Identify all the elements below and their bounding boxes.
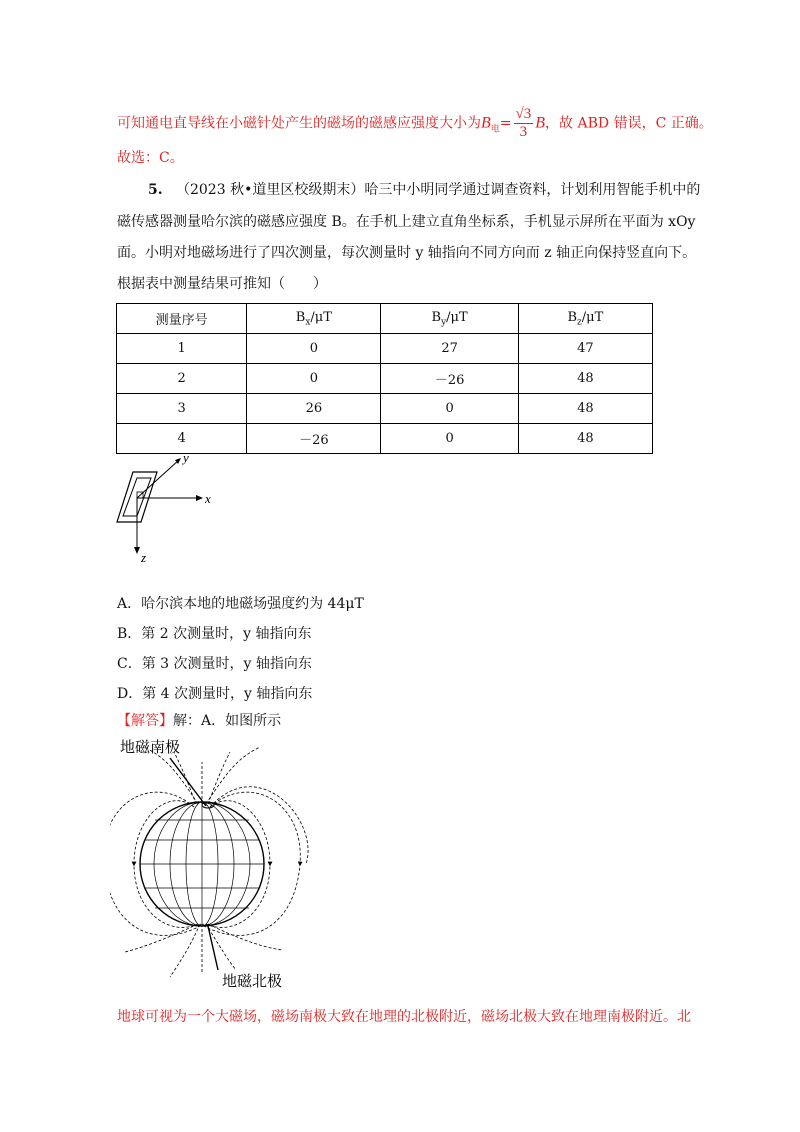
phone-axes-figure	[105, 450, 245, 570]
north-pole-label: 地磁北极	[222, 972, 283, 990]
table-cell: 1	[117, 334, 247, 364]
option-a: A．哈尔滨本地的地磁场强度约为 44μT	[117, 596, 364, 612]
header-bz: $B_z/\mu T$	[518, 304, 652, 334]
table-cell: 0	[381, 394, 518, 424]
table-row	[117, 334, 653, 364]
axis-label-z: z	[141, 550, 147, 565]
table-cell: 3	[117, 394, 247, 424]
answer-text: 解：A．如图所示	[173, 713, 282, 729]
fraction-numerator	[514, 106, 534, 124]
table-cell: 48	[518, 364, 652, 394]
table-cell: 4	[117, 424, 247, 454]
measurement-table	[116, 303, 653, 454]
equals-sign: =	[499, 115, 512, 132]
answer-tag: 【解答】	[117, 713, 173, 729]
north-pole-pointer	[208, 926, 218, 970]
axis-label-x: x	[205, 491, 211, 506]
south-pole-pointer	[170, 758, 206, 806]
question-line-3: 面。小明对地磁场进行了四次测量，每次测量时 y 轴指向不同方向而 z 轴正向保持竖直向下。	[117, 245, 697, 261]
symbol-b-sub: 电	[490, 124, 500, 135]
table-header-row	[117, 304, 653, 334]
question-line-1	[148, 180, 700, 200]
table-row	[117, 424, 653, 454]
fraction	[514, 106, 534, 141]
table-cell: 47	[518, 334, 652, 364]
table-cell: 26	[247, 394, 381, 424]
header-by: $B_y/\mu T$	[381, 304, 518, 334]
question-text-1: （2023 秋•道里区校级期末）哈三中小明同学通过调查资料，计划利用智能手机中的	[175, 182, 701, 198]
header-bx: $B_x/\mu T$	[247, 304, 381, 334]
answer-choice-line: 故选：C。	[117, 150, 184, 166]
option-b: B．第 2 次测量时，y 轴指向东	[117, 626, 312, 642]
table-row	[117, 364, 653, 394]
solution-suffix: ，故 ABD 错误，C 正确。	[545, 115, 713, 132]
south-pole-label: 地磁南极	[120, 738, 181, 756]
answer-line	[117, 711, 281, 731]
question-line-2: 磁传感器测量哈尔滨的磁感应强度 B。在手机上建立直角坐标系，手机显示屏所在平面为 xOy	[117, 214, 696, 230]
table-cell: 0	[247, 364, 381, 394]
question-number: 5.	[148, 182, 163, 198]
symbol-b-2: B	[535, 114, 546, 132]
table-cell: －26	[247, 424, 381, 454]
sqrt-three: √3	[515, 106, 532, 122]
solution-line-1	[117, 106, 713, 143]
solution-prefix: 可知通电直导线在小磁针处产生的磁场的磁感应强度大小为	[117, 115, 481, 132]
explanation-line: 地球可视为一个大磁场，磁场南极大致在地理的北极附近，磁场北极大致在地理南极附近。北	[117, 1009, 691, 1025]
earth-magnetic-field-figure	[110, 732, 310, 992]
x-arrow	[196, 495, 203, 501]
table-row	[117, 394, 653, 424]
z-arrow	[134, 547, 140, 554]
fraction-denominator: 3	[519, 124, 528, 140]
table-cell: 2	[117, 364, 247, 394]
table-cell: 0	[247, 334, 381, 364]
table-cell: 27	[381, 334, 518, 364]
axis-label-y: y	[183, 450, 189, 465]
question-line-4: 根据表中测量结果可推知（ ）	[117, 276, 327, 292]
table-cell: 48	[518, 424, 652, 454]
table-cell: 0	[381, 424, 518, 454]
header-index: 测量序号	[117, 304, 247, 334]
option-d: D．第 4 次测量时，y 轴指向东	[117, 686, 313, 702]
symbol-b: B	[481, 114, 491, 132]
table-cell: －26	[381, 364, 518, 394]
table-cell: 48	[518, 394, 652, 424]
option-c: C．第 3 次测量时，y 轴指向东	[117, 656, 312, 672]
